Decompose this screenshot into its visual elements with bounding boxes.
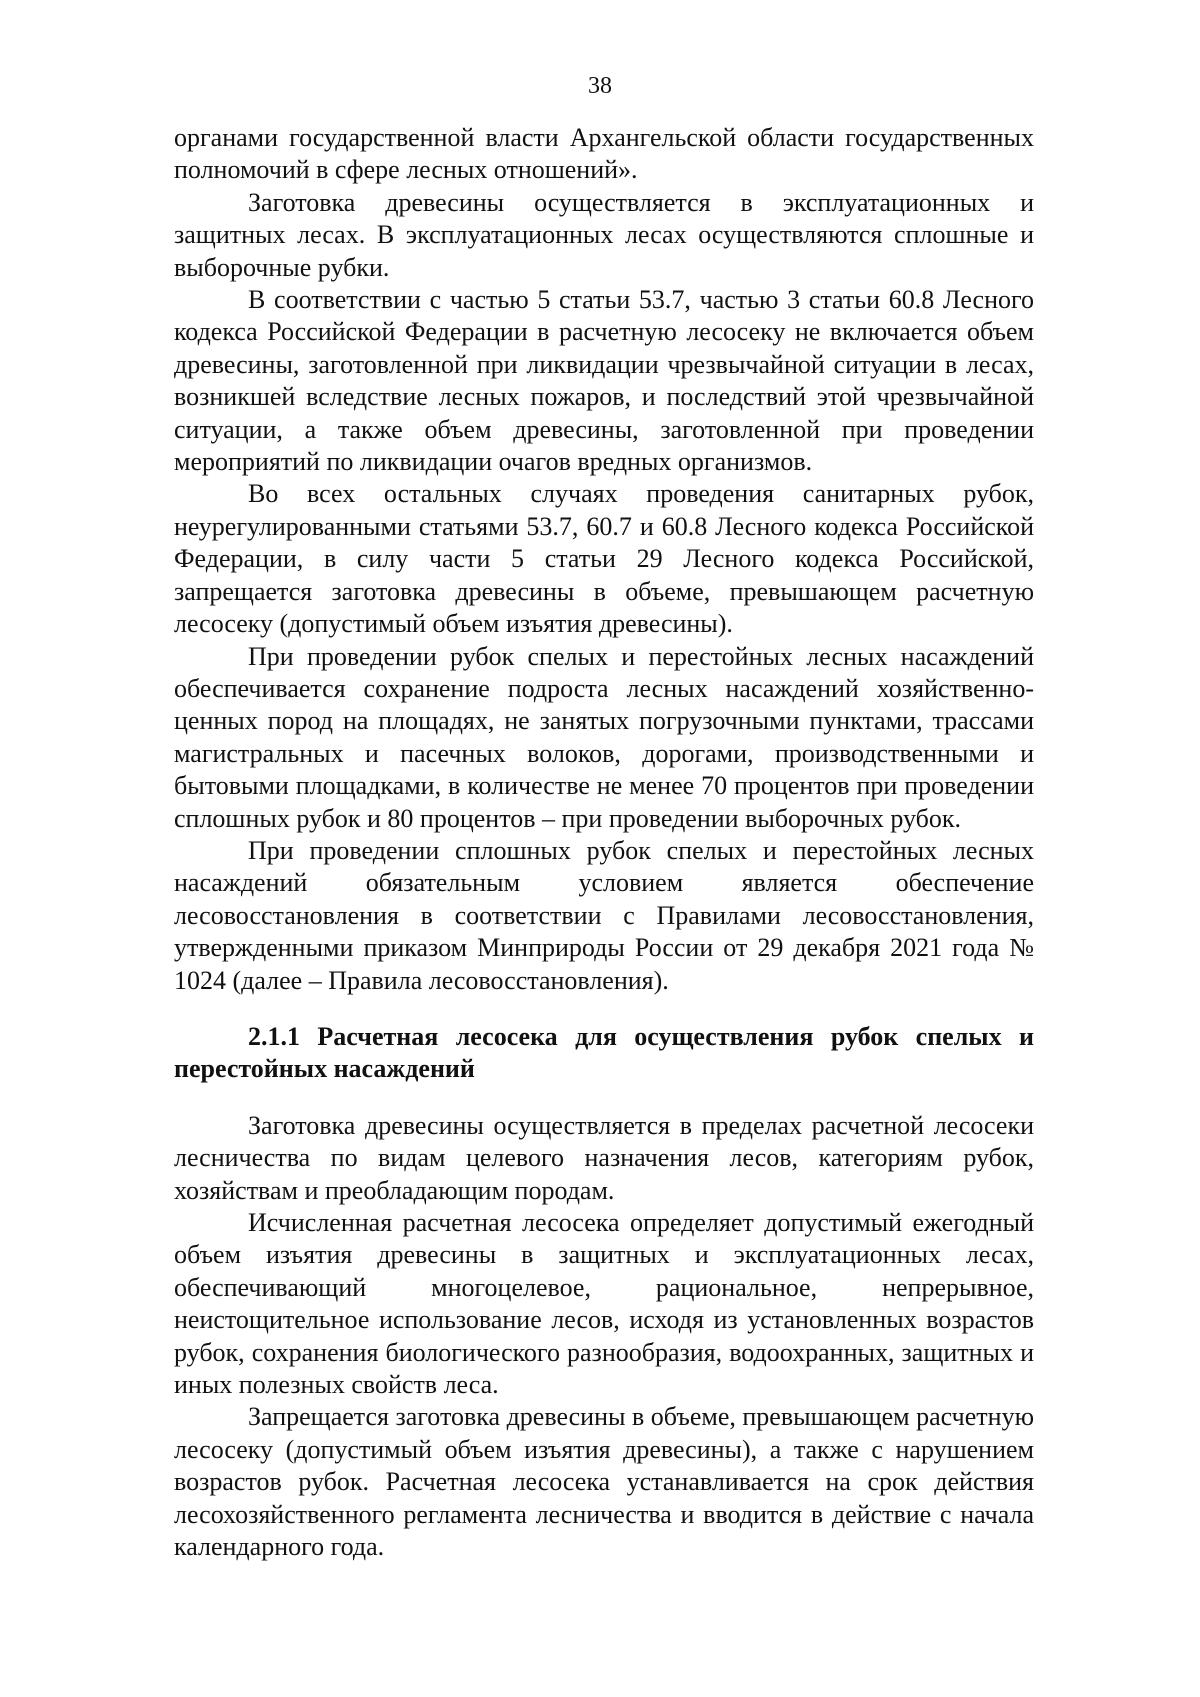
paragraph-continuation: органами государственной власти Архангельской области государственных полномочий в сфере лесных отношений». <box>174 123 1034 185</box>
paragraph: При проведении рубок спелых и перестойных лесных насаждений обеспечивается сохранение подроста лесных насаждений хозяйственно-ценных пород на площадях, не занятых погрузочными пунктами, трассами магистральных и пасечных волоков, дорогами, производственными и бытовыми площадками, в количестве не менее 70 процентов при проведении сплошных рубок и 80 процентов – при проведении выборочных рубок. <box>174 641 1034 833</box>
page-number: 38 <box>588 73 612 99</box>
section-paragraph: Заготовка древесины осуществляется в пределах расчетной лесосеки лесничества по видам целевого назначения лесов, категориям рубок, хозяйствам и преобладающим породам. <box>174 1110 1034 1205</box>
section-heading: 2.1.1 Расчетная лесосека для осуществления рубок спелых и перестойных насаждений <box>174 1021 1034 1084</box>
paragraph: Заготовка древесины осуществляется в эксплуатационных и защитных лесах. В эксплуатационных лесах осуществляются сплошные и выборочные рубки. <box>174 187 1034 282</box>
page-body <box>174 122 1034 1563</box>
paragraph: Во всех остальных случаях проведения санитарных рубок, неурегулированными статьями 53.7, 60.7 и 60.8 Лесного кодекса Российской Федерации, в силу части 5 статьи 29 Лесного кодекса Российской, запрещается заготовка древесины в объеме, превышающем расчетную лесосеку (допустимый объем изъятия древесины). <box>174 479 1034 639</box>
section-paragraph: Исчисленная расчетная лесосека определяет допустимый ежегодный объем изъятия древесины в защитных и эксплуатационных лесах, обеспечивающий многоцелевое, рациональное, непрерывное, неистощительное использование лесов, исходя из установленных возрастов рубок, сохранения биологического разнообразия, водоохранных, защитных и иных полезных свойств леса. <box>174 1208 1034 1400</box>
paragraph: При проведении сплошных рубок спелых и перестойных лесных насаждений обязательным условием является обеспечение лесовосстановления в соответствии с Правилами лесовосстановления, утвержденными приказом Минприроды России от 29 декабря 2021 года № 1024 (далее – Правила лесовосстановления). <box>174 835 1034 995</box>
paragraph: В соответствии с частью 5 статьи 53.7, частью 3 статьи 60.8 Лесного кодекса Российской Федерации в расчетную лесосеку не включается объем древесины, заготовленной при ликвидации чрезвычайной ситуации в лесах, возникшей вследствие лесных пожаров, и последствий этой чрезвычайной ситуации, а также объем древесины, заготовленной при проведении мероприятий по ликвидации очагов вредных организмов. <box>174 285 1034 477</box>
section-paragraph: Запрещается заготовка древесины в объеме, превышающем расчетную лесосеку (допустимый объем изъятия древесины), а также с нарушением возрастов рубок. Расчетная лесосека устанавливается на срок действия лесохозяйственного регламента лесничества и вводится в действие с начала календарного года. <box>174 1402 1034 1562</box>
